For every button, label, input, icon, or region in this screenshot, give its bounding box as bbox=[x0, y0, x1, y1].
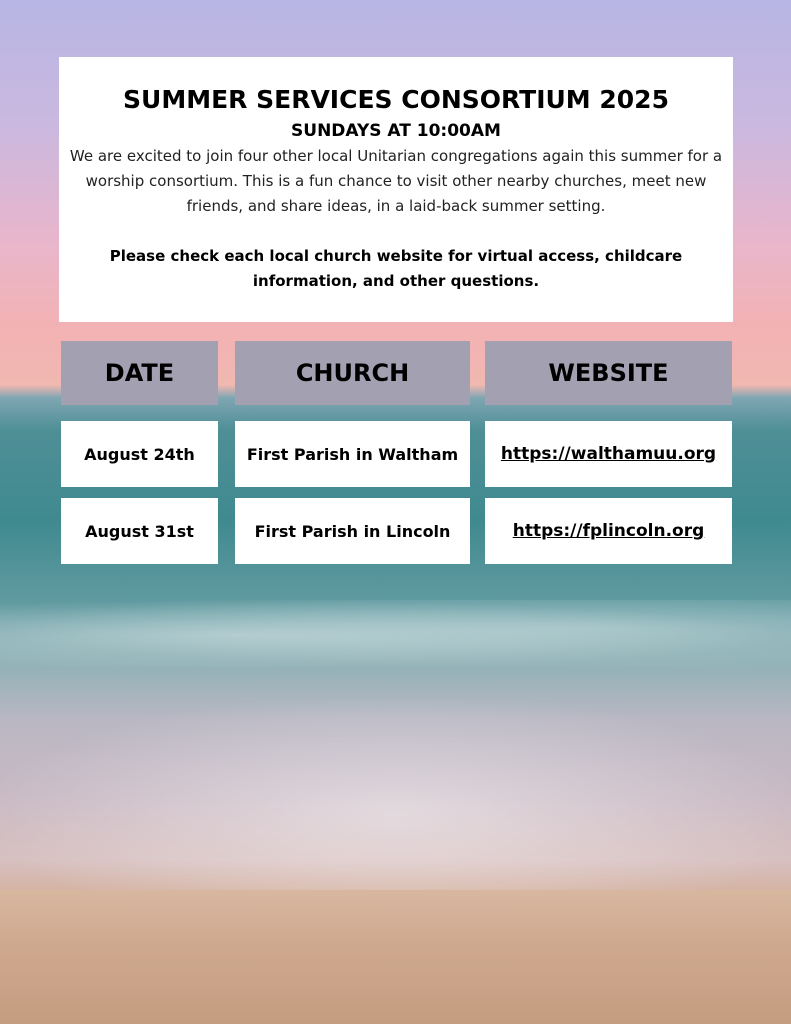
header-website: WEBSITE bbox=[485, 341, 732, 405]
row-2-date: August 31st bbox=[61, 498, 218, 564]
intro-panel bbox=[59, 57, 733, 322]
header-date: DATE bbox=[61, 341, 218, 405]
row-1-date: August 24th bbox=[61, 421, 218, 487]
row-2-church: First Parish in Lincoln bbox=[235, 498, 470, 564]
row-1-church: First Parish in Waltham bbox=[235, 421, 470, 487]
row-1-website-cell bbox=[485, 421, 732, 487]
row-2-website-cell bbox=[485, 498, 732, 564]
flyer-description: We are excited to join four other local Unitarian congregations again this summer for a worship consortium. This is a fun chance to visit other nearby churches, meet new friends, and share ideas, in a laid-back summer setting. bbox=[69, 147, 723, 215]
flyer-subtitle: SUNDAYS AT 10:00AM bbox=[291, 121, 501, 141]
sandy-shore bbox=[0, 890, 791, 1024]
row-2-website-link[interactable]: https://fplincoln.org bbox=[512, 521, 705, 541]
flyer-notice: Please check each local church website for virtual access, childcare information, and other questions. bbox=[109, 247, 683, 290]
header-church: CHURCH bbox=[235, 341, 470, 405]
row-1-website-link[interactable]: https://walthamuu.org bbox=[500, 444, 717, 464]
shore-foam bbox=[0, 700, 791, 890]
flyer-title: SUMMER SERVICES CONSORTIUM 2025 bbox=[123, 85, 669, 114]
wave-foam bbox=[0, 600, 791, 670]
